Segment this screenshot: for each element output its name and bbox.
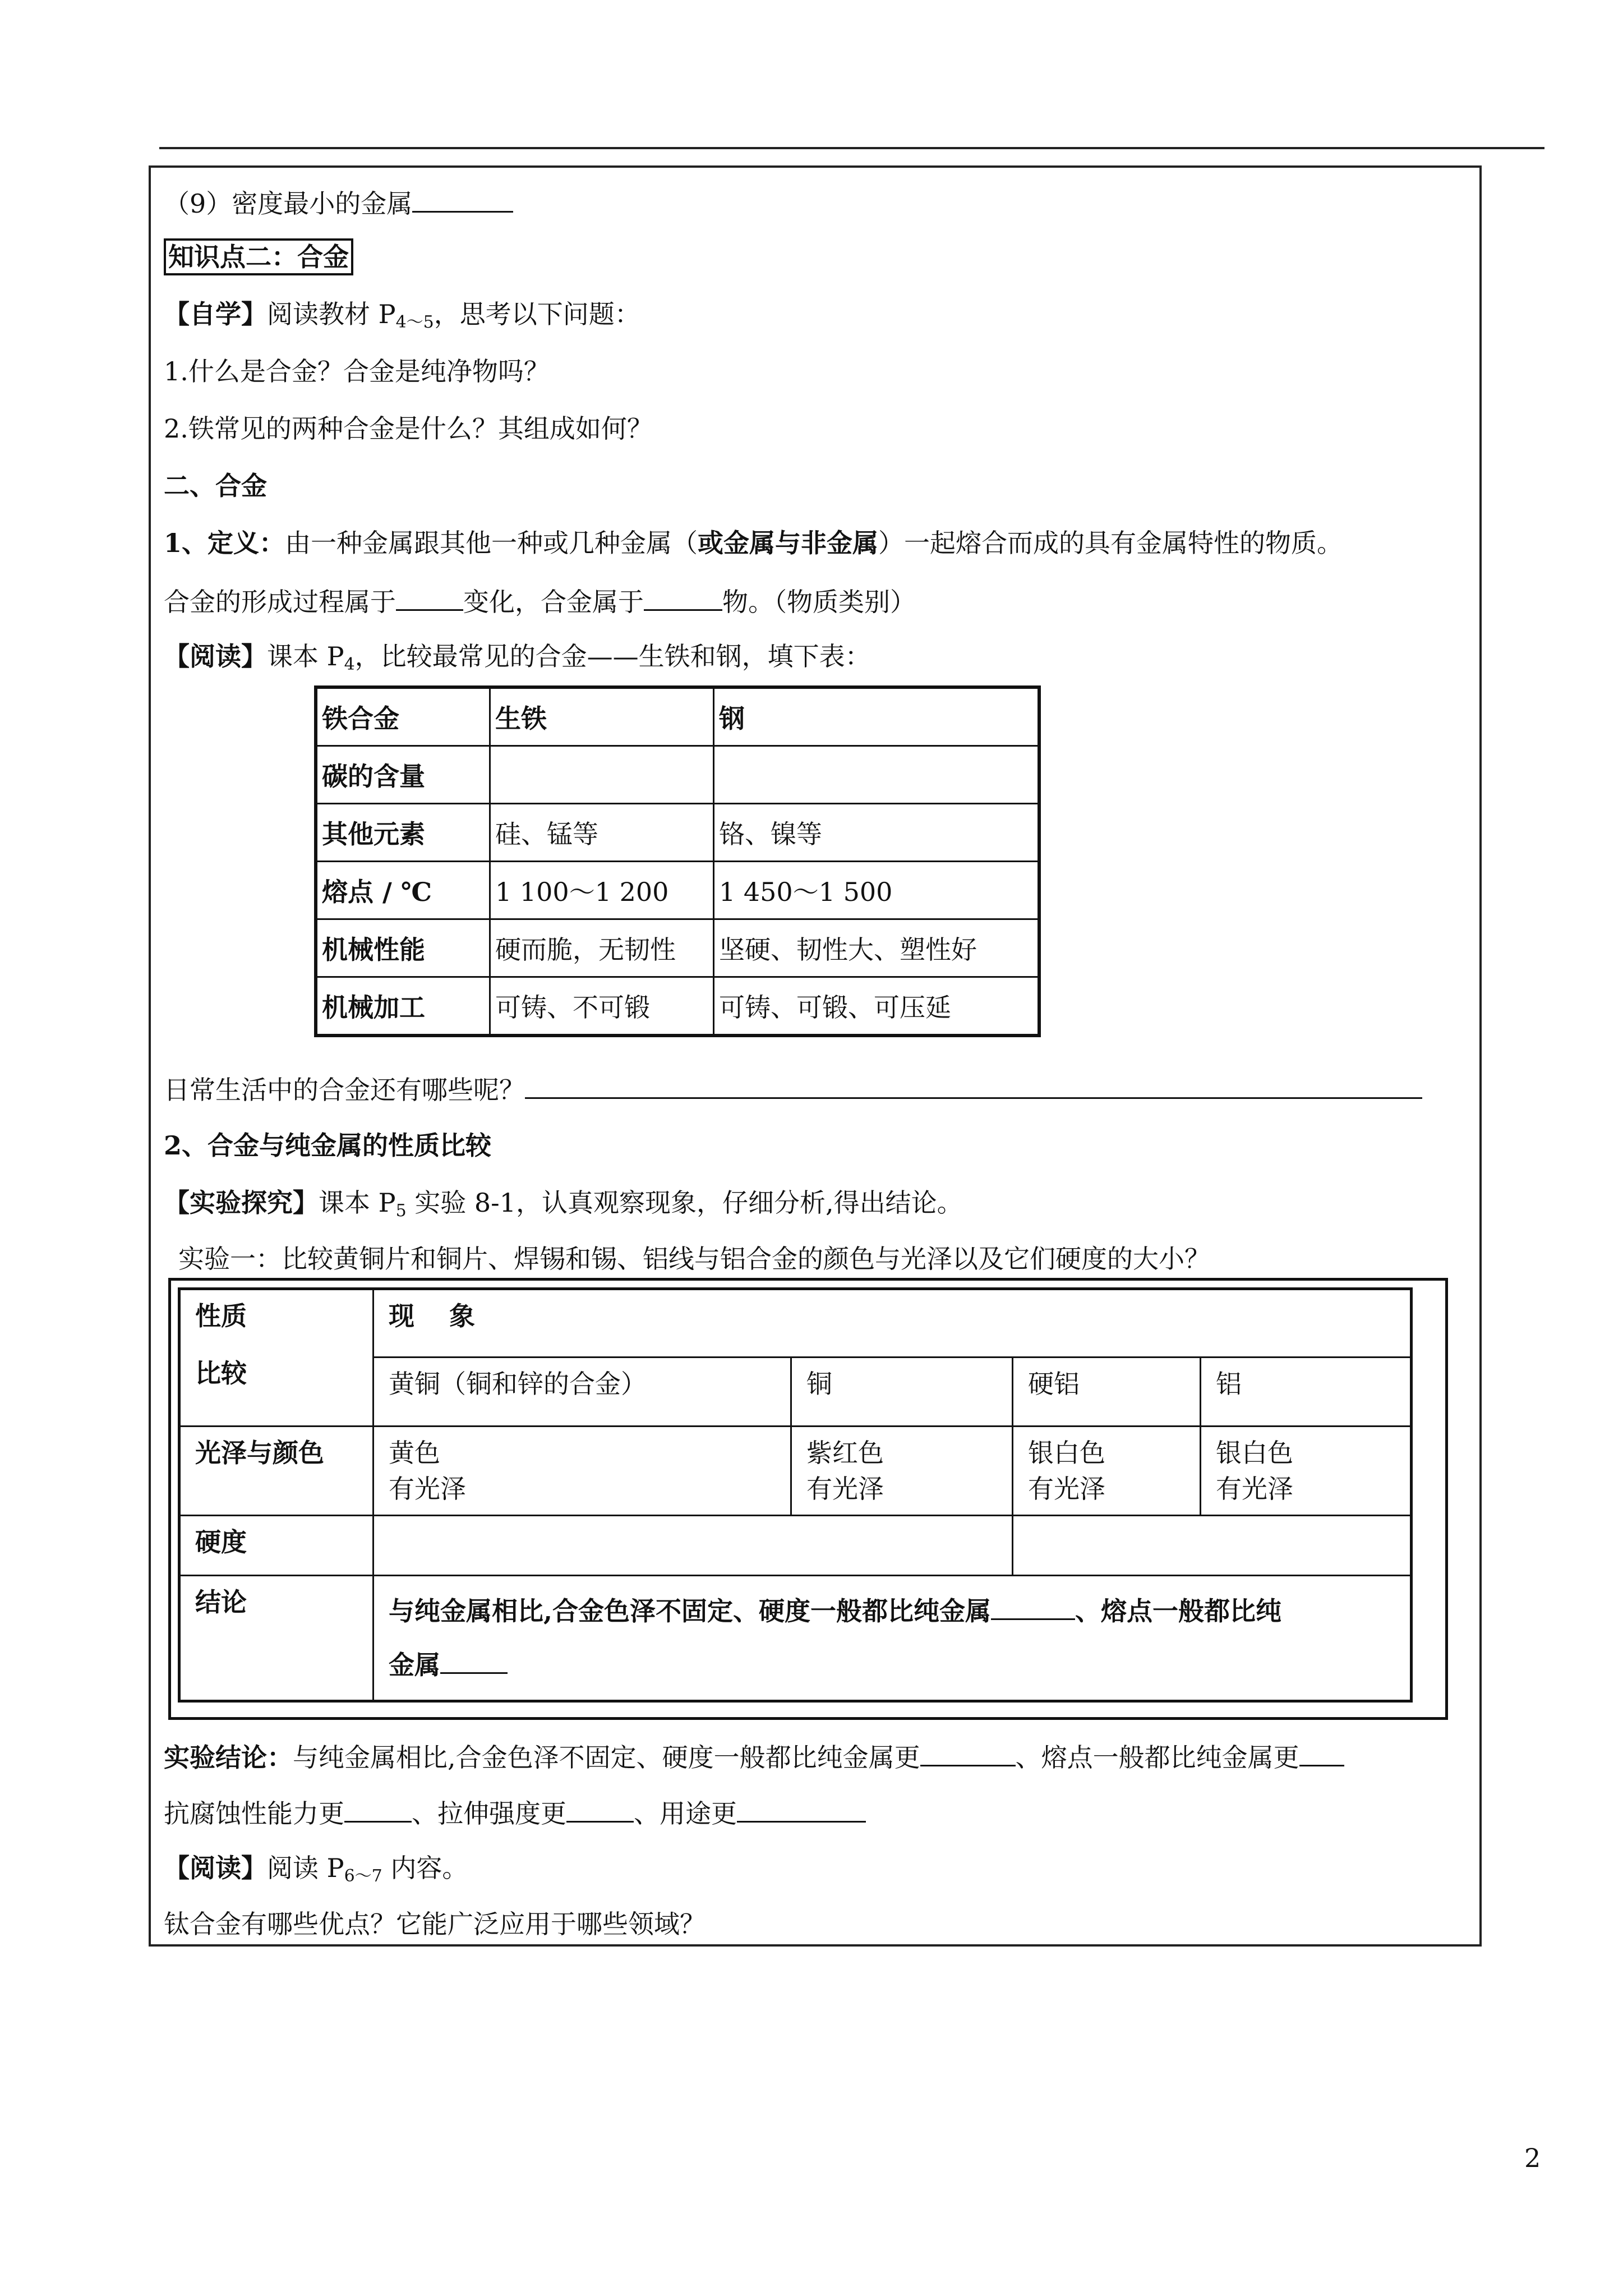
conclusion-text-a: 与纯金属相比,合金色泽不固定、硬度一般都比纯金属更 (293, 1742, 920, 1773)
table-cell: 硅、锰等 (490, 804, 714, 862)
read-tag: 【阅读】 (164, 641, 267, 671)
read-text-a: 课本 P (267, 641, 344, 671)
conclusion-text-c: 金属 (389, 1650, 440, 1680)
experiment-1-text: 实验一：比较黄铜片和铜片、焊锡和锡、铝线与铝合金的颜色与光泽以及它们硬度的大小？ (178, 1244, 1210, 1274)
section-2-title: 二、合金 (164, 471, 267, 501)
page-number: 2 (1524, 2143, 1541, 2173)
experiment-line (164, 1186, 963, 1228)
header-compare: 比较 (195, 1358, 247, 1388)
kp2-title: 知识点二：合金 (164, 238, 353, 275)
experiment-subscript: 5 (395, 1201, 407, 1221)
section-2-2-title: 2、合金与纯金属的性质比较 (164, 1130, 492, 1161)
table-row (316, 919, 1039, 977)
formation-text-c: 物。（物质类别） (722, 587, 916, 617)
conclusion-blank-1[interactable] (991, 1593, 1075, 1620)
table-row (316, 862, 1039, 919)
table-cell: 钢 (714, 687, 1040, 746)
formation-blank-2[interactable] (644, 583, 722, 611)
comparison-table (178, 1287, 1413, 1703)
q9-line (164, 185, 513, 220)
read2-line (164, 1851, 468, 1893)
conclusion-blank-2[interactable] (1299, 1739, 1344, 1766)
tensile-blank[interactable] (566, 1795, 634, 1823)
formation-blank-1[interactable] (396, 583, 463, 611)
experiment-tag: 【实验探究】 (164, 1188, 319, 1218)
table-row (316, 804, 1039, 862)
usage-text: 、用途更 (634, 1798, 737, 1829)
tensile-text: 、拉伸强度更 (412, 1798, 566, 1829)
q9-text: （9）密度最小的金属 (164, 188, 413, 219)
col-aluminum: 铝 (1201, 1358, 1412, 1427)
read2-tag: 【阅读】 (164, 1853, 267, 1883)
read2-text-a: 阅读 P (267, 1853, 344, 1883)
zixue-text: 阅读教材 P (267, 299, 396, 329)
table-cell: 铬、镍等 (714, 804, 1040, 862)
daily-answer-blank[interactable] (525, 1071, 1422, 1099)
table-row (316, 687, 1039, 746)
formation-text-b: 变化，合金属于 (463, 587, 644, 617)
table-cell: 碳的含量 (316, 746, 490, 804)
properties-line (164, 1795, 866, 1830)
table-cell: 熔点 / ℃ (316, 862, 490, 919)
hardness-blank-1[interactable] (374, 1516, 1013, 1576)
conclusion-label: 实验结论： (164, 1742, 293, 1773)
read2-text-b: 内容。 (382, 1853, 468, 1883)
definition-label: 1、定义： (164, 528, 285, 558)
table-row (179, 1576, 1412, 1701)
table-cell: 机械性能 (316, 919, 490, 977)
table-cell: 硬而脆，无韧性 (490, 919, 714, 977)
definition-text-a: 由一种金属跟其他一种或几种金属（ (285, 528, 698, 558)
cell-text: 黄色 (389, 1438, 440, 1468)
definition-line (164, 526, 1343, 560)
daily-question: 日常生活中的合金还有哪些呢？ (164, 1075, 525, 1105)
zixue-tag: 【自学】 (164, 299, 267, 329)
cell-text: 银白色 (1028, 1438, 1105, 1468)
comparison-table-frame (168, 1278, 1448, 1720)
experiment-conclusion-line (164, 1739, 1344, 1774)
kp2-title-line (164, 240, 353, 274)
cell-text: 银白色 (1216, 1438, 1293, 1468)
conclusion-text-b: 、熔点一般都比纯 (1075, 1596, 1282, 1626)
table-cell (1013, 1427, 1201, 1516)
table-cell: 1 450～1 500 (714, 862, 1040, 919)
cell-text: 紫红色 (806, 1438, 884, 1468)
corrosion-blank[interactable] (344, 1795, 412, 1823)
table-cell (179, 1289, 374, 1427)
table-cell (1201, 1427, 1412, 1516)
daily-question-line (164, 1071, 1422, 1107)
formation-line (164, 583, 916, 619)
table-cell (374, 1427, 791, 1516)
table-cell: 其他元素 (316, 804, 490, 862)
cell-text: 有光泽 (806, 1474, 884, 1504)
header-property: 性质 (195, 1301, 247, 1331)
col-copper: 铜 (791, 1358, 1013, 1427)
iron-alloy-table (314, 685, 1041, 1037)
read-subscript: 4 (344, 655, 355, 674)
table-cell-blank[interactable] (714, 746, 1040, 804)
table-cell: 生铁 (490, 687, 714, 746)
cell-text: 有光泽 (1028, 1474, 1105, 1504)
table-cell: 可铸、不可锻 (490, 977, 714, 1036)
read-text-b: ，比较最常见的合金——生铁和钢，填下表： (354, 641, 871, 671)
cell-text: 有光泽 (389, 1474, 466, 1504)
table-row (179, 1289, 1412, 1358)
zixue-tail: ，思考以下问题： (434, 299, 640, 329)
question-2: 2.铁常见的两种合金是什么？其组成如何？ (164, 413, 653, 444)
corrosion-text: 抗腐蚀性能力更 (164, 1798, 344, 1829)
header-rule (159, 147, 1544, 149)
header-phenomenon: 现 象 (374, 1289, 1412, 1358)
formation-text-a: 合金的形成过程属于 (164, 587, 396, 617)
row-label-hardness: 硬度 (179, 1516, 374, 1576)
col-brass: 黄铜（铜和锌的合金） (374, 1358, 791, 1427)
zixue-subscript: 4～5 (395, 312, 434, 332)
table-cell: 1 100～1 200 (490, 862, 714, 919)
table-row (316, 746, 1039, 804)
table-cell (791, 1427, 1013, 1516)
read2-subscript: 6～7 (344, 1866, 382, 1886)
table-row (179, 1427, 1412, 1516)
conclusion-text-a: 与纯金属相比,合金色泽不固定、硬度一般都比纯金属 (389, 1596, 992, 1626)
row-label-conclusion: 结论 (179, 1576, 374, 1701)
zixue-line (164, 297, 640, 339)
question-1: 1.什么是合金？合金是纯净物吗？ (164, 356, 550, 386)
conclusion-text-b: 、熔点一般都比纯金属更 (1015, 1742, 1299, 1773)
read-line (164, 639, 871, 682)
experiment-text-a: 课本 P (319, 1188, 396, 1218)
conclusion-blank-1[interactable] (920, 1739, 1016, 1766)
definition-text-b: ）一起熔合而成的具有金属特性的物质。 (878, 528, 1343, 558)
hardness-blank-2[interactable] (1013, 1516, 1412, 1576)
table-cell: 机械加工 (316, 977, 490, 1036)
conclusion-blank-2[interactable] (440, 1646, 508, 1674)
q9-blank[interactable] (412, 185, 513, 213)
col-duralumin: 硬铝 (1013, 1358, 1201, 1427)
table-cell: 可铸、可锻、可压延 (714, 977, 1040, 1036)
experiment-text-b: 实验 8-1，认真观察现象，仔细分析,得出结论。 (406, 1188, 963, 1218)
titanium-question: 钛合金有哪些优点？它能广泛应用于哪些领域？ (164, 1909, 706, 1939)
table-row (316, 977, 1039, 1036)
table-cell-blank[interactable] (490, 746, 714, 804)
table-cell: 坚硬、韧性大、塑性好 (714, 919, 1040, 977)
row-label-luster: 光泽与颜色 (179, 1427, 374, 1516)
cell-text: 有光泽 (1216, 1474, 1293, 1504)
table-cell: 铁合金 (316, 687, 490, 746)
table-row (179, 1516, 1412, 1576)
usage-blank[interactable] (737, 1795, 866, 1823)
definition-text-bold: 或金属与非金属 (698, 528, 879, 558)
conclusion-cell (374, 1576, 1412, 1701)
